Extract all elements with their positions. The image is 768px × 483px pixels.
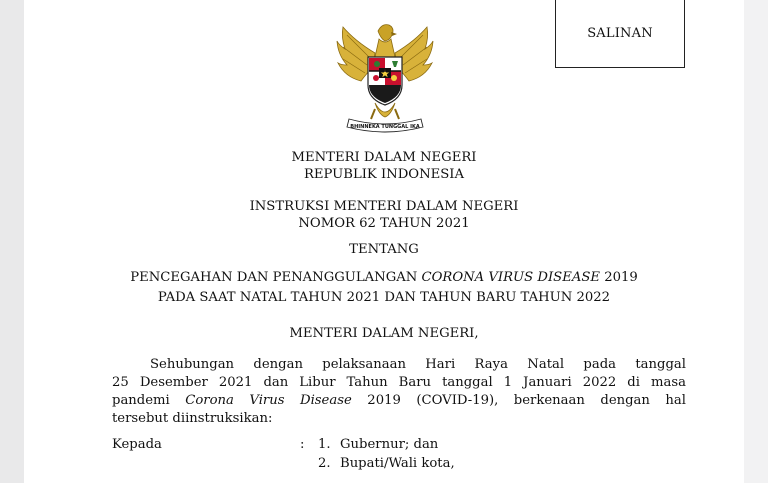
salinan-box bbox=[555, 0, 685, 68]
recipient-number: 1. bbox=[318, 437, 331, 452]
issuer-line-2: REPUBLIK INDONESIA bbox=[303, 167, 465, 182]
kepada-label: Kepada bbox=[112, 437, 162, 452]
recipient-number: 2. bbox=[318, 456, 331, 471]
salinan-label: SALINAN bbox=[587, 26, 653, 41]
subject-line-1 bbox=[0, 270, 768, 285]
kepada-colon: : bbox=[300, 437, 305, 452]
paragraph-line-3 bbox=[112, 393, 686, 408]
subject-year: 2019 bbox=[600, 270, 638, 285]
subject-italic: CORONA VIRUS DISEASE bbox=[421, 270, 601, 285]
title-line-1: INSTRUKSI MENTERI DALAM NEGERI bbox=[249, 199, 519, 214]
tentang-heading: TENTANG bbox=[349, 242, 419, 257]
recipient-text: Bupati/Wali kota, bbox=[340, 456, 455, 471]
paragraph-line-1: Sehubungan dengan pelaksanaan Hari Raya Natal pada tanggal bbox=[150, 357, 686, 372]
paragraph-line-2: 25 Desember 2021 dan Libur Tahun Baru tanggal 1 Januari 2022 di masa bbox=[112, 375, 686, 390]
emblem-motto: BHINNEKA TUNGGAL IKA bbox=[350, 124, 420, 130]
minister-heading: MENTERI DALAM NEGERI, bbox=[289, 326, 479, 341]
paragraph-line-4: tersebut diinstruksikan: bbox=[112, 411, 273, 426]
subject-text: PENCEGAHAN DAN PENANGGULANGAN bbox=[130, 270, 422, 285]
issuer-line-1: MENTERI DALAM NEGERI bbox=[291, 150, 477, 165]
title-line-2: NOMOR 62 TAHUN 2021 bbox=[298, 216, 470, 231]
paragraph-text: 2019 (COVID-19), berkenaan dengan hal bbox=[351, 393, 686, 408]
garuda-pancasila-emblem bbox=[335, 23, 435, 135]
paragraph-text: pandemi bbox=[112, 393, 186, 408]
paragraph-italic: Corona Virus Disease bbox=[185, 393, 352, 408]
recipient-text: Gubernur; dan bbox=[340, 437, 439, 452]
subject-line-2: PADA SAAT NATAL TAHUN 2021 DAN TAHUN BARU TAHUN 2022 bbox=[157, 290, 611, 305]
